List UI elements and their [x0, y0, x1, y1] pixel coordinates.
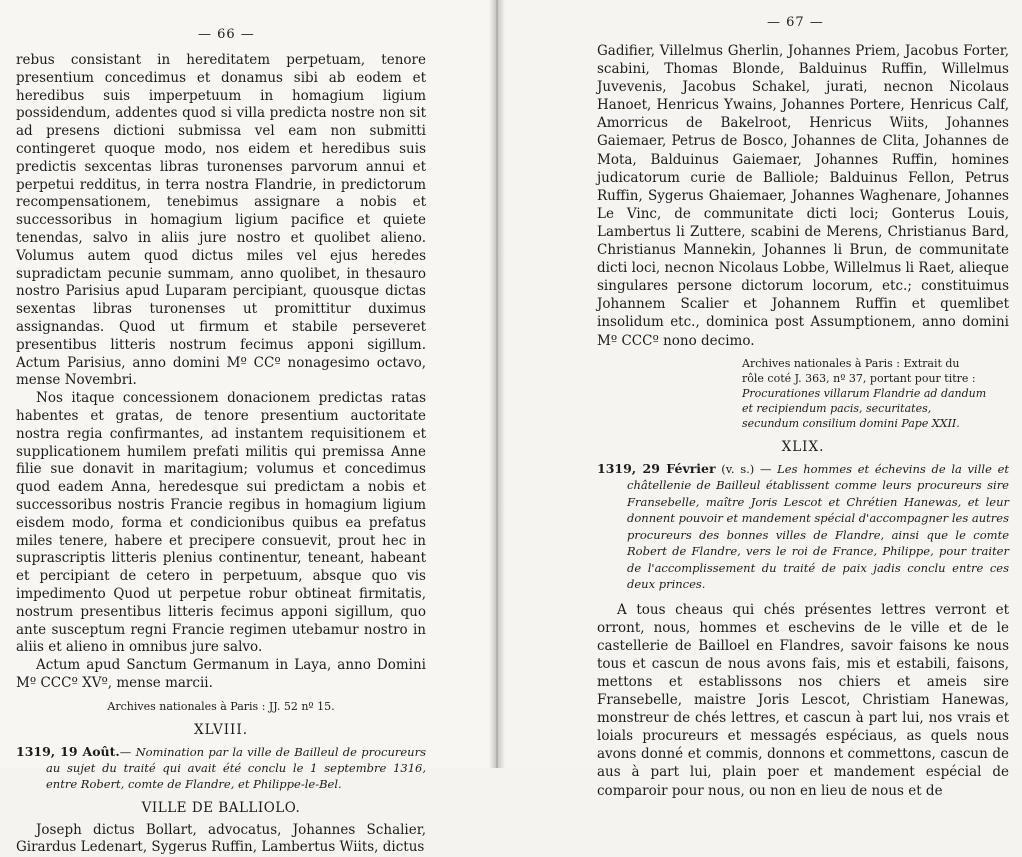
source-line: rôle coté J. 363, nº 37, portant pour titre :: [742, 371, 976, 385]
right-text-column: [597, 42, 1009, 800]
source-title: Procurationes villarum Flandrie ad dandum et recipiendum pacis, securitates, secundum consilium domini Pape XXII.: [742, 386, 987, 430]
paragraph: rebus consistant in hereditatem perpetuam, tenore presentium concedimus et donamus sibi ab eodem et heredibus suis imperpetuum in homagium ligium possidendum, addentes quod si villa predicta nostre non sit ad presens dictioni submissa vel eam non submitti contingeret quoque modo, nos eidem et heredibus suis predictis sexcentas libras turonenses parvorum annui et perpetui redditus, in terra nostra Flandrie, in predictorum recompensationem, tenebimus assignare a nobis et successoribus in homagium ligium pacifice et quiete tenendas, salvo in aliis jure nostro et quolibet alieno. Volumus autem quod dictus miles vel ejus heredes supradictam pecunie summam, anno quolibet, in thesauro nostro Parisius apud Luparam percipiant, quousque dictas sexentas libras turonenses ut promittitur duximus assignandas. Quod ut firmum et stabile perseveret presentibus litteris nostrum fecimus apponi sigillum. Actum Parisius, anno domini Mº CCº nonagesimo octavo, mense Novembri.: [16, 52, 426, 389]
paragraph: Nos itaque concessionem donacionem predictas ratas habentes et gratas, de tenore presentium auctoritate nostra regia confirmantes, ad instantem requisitionem et supplicationem humilem prefati militis qui premissa Anne filie sue donavit in maritagium; volumus et concedimus quod eadem Anna, heredesque sui predictam a nobis et successoribus nostris Francie regibus in homagium ligium eisdem modo, forma et condicionibus quibus ea prefatus miles tenere, habere et precipere consuevit, prout hec in suprascriptis litteris plenius continentur, teneant, habeant et percipiant de cetero in perpetuum, absque quo vis impedimento Quod ut perpetue robur obtineat firmitatis, nostrum presentibus litteris fecimus apponi sigillum, quo ante susceptum regni Francie regimen utebamur nostro in aliis et alieno in omnibus jure salvo.: [16, 390, 426, 656]
summary-text: — Nomination par la ville de Bailleul de procureurs au sujet du traité qui avait été conclu le 1 septembre 1316, entre Robert, comte de Flandre, et Philippe-le-Bel.: [46, 744, 426, 791]
document-summary: [597, 461, 1009, 593]
summary-text: — Les hommes et échevins de la ville et châtellenie de Bailleul établissent comme leurs procureurs sire Fransebelle, maître Joris Lescot et Chrétien Hanewas, et leur donnent pouvoir et mandement spécial d'accompagner les autres procureurs des bonnes villes de Flandre, ainsi que le comte Robert de Flandre, vers le roi de France, Philippe, pour traiter de l'accomplissement du traité de paix jadis conclu entre ces deux princes.: [627, 461, 1009, 592]
right-page: [497, 0, 1022, 799]
archive-source: [742, 356, 987, 431]
paragraph: Joseph dictus Bollart, advocatus, Johannes Schalier, Girardus Ledenart, Sygerus Ruffin, Lambertus Wiits, dictus: [16, 821, 426, 856]
left-page: [0, 0, 497, 856]
page-number: — 66 —: [198, 27, 255, 42]
document-number: XLIX.: [781, 438, 825, 455]
paragraph: Gadifier, Villelmus Gherlin, Johannes Priem, Jacobus Forter, scabini, Thomas Blonde, Balduinus Ruffin, Willelmus Juvevenis, Jacobus Schakel, jurati, necnon Nicolaus Hanoet, Henricus Ywains, Johannes Portere, Henricus Calf, Amorricus de Bakelroot, Henricus Wiits, Johannes Gaiemaer, Petrus de Bosco, Johannes de Clita, Johannes de Mota, Balduinus Gaiemaer, Johannes Ruffin, homines judicatorum curie de Balliole; Balduinus Fellon, Petrus Ruffin, Sygerus Ghaiemaer, Johannes Waghenare, Johannes Le Vinc, de communitate dicti loci; Gonterus Louis, Lambertus li Zuttere, scabini de Merens, Christianus Bard, Christianus Mannekin, Johannes li Brun, de communitate dicti loci, necnon Nicolaus Lobbe, Willelmus li Raet, alieque singulares persone dictorum locorum, etc.; constituimus Johannem Scalier et Johannem Ruffin et quemlibet insolidum etc., dominica post Assumptionem, anno domini Mº CCCº nono decimo.: [597, 43, 1009, 349]
page-number: — 67 —: [767, 15, 824, 30]
paragraph: Actum apud Sanctum Germanum in Laya, anno Domini Mº CCCº XVº, mense marcii.: [16, 657, 426, 691]
source-line: Archives nationales à Paris : Extrait du: [742, 356, 960, 370]
archive-source: Archives nationales à Paris : JJ. 52 nº 15.: [107, 699, 335, 713]
book-gutter: [489, 0, 505, 768]
summary-date-suffix: (v. s.): [715, 461, 755, 476]
paragraph: A tous cheaus qui chés présentes lettres verront et orront, nous, hommes et eschevins de le ville et de le castellerie de Bailloel en Flandres, savoir faisons ke nous tous et cascun de nous avons fais, mis et estabili, faisons, mettons et establissons nos chiers et ameis sire Fransebelle, maistre Joris Lescot, Christiam Hanewas, monstreur de chés lettres, et cascun à part lui, nos vrais et loials procureurs et messagés espéciaus, as quels nous avons donné et commis, donnons et commettons, cascun de aus à part lui, plain poer et mandement espécial de comparoir pour nous, ou non en lieu de nous et de: [597, 601, 1009, 799]
document-summary: [16, 744, 426, 792]
document-number: XLVIII.: [193, 721, 248, 738]
left-text-column: [16, 52, 426, 857]
summary-date: 1319, 29 Février: [597, 460, 716, 476]
summary-date: 1319, 19 Août.: [16, 743, 120, 759]
section-title: VILLE DE BALLIOLO.: [141, 799, 301, 816]
